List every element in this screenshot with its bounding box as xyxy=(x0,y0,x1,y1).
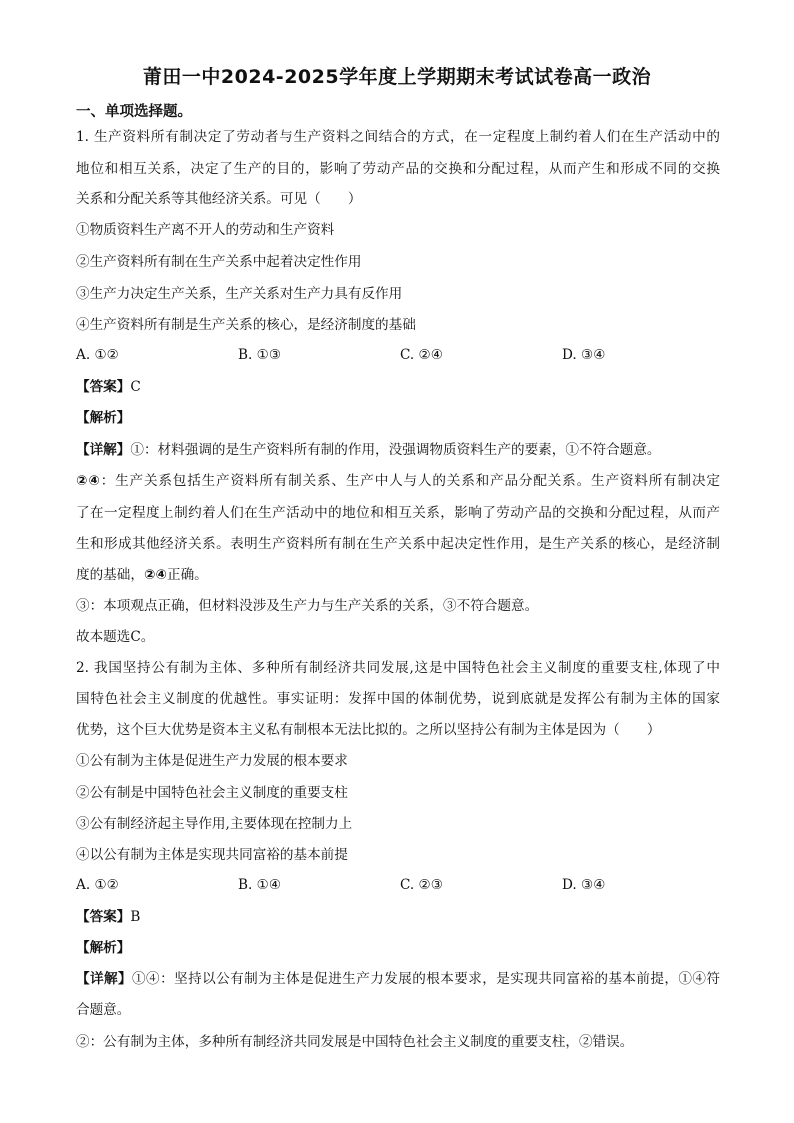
q2-statement: ①公有制为主体是促进生产力发展的根本要求 xyxy=(76,753,348,769)
detail-text: 正确。 xyxy=(167,567,208,583)
q2-option-b: B. ①④ xyxy=(238,877,282,893)
q2-option-a: A. ①② xyxy=(76,877,119,893)
q1-detail-1 xyxy=(76,441,720,459)
detail-text: ：生产关系包括生产资料所有制关系、生产中人与人的关系和产品分配关系。生产资料所有制决定 xyxy=(100,473,720,489)
q1-statement: ②生产资料所有制在生产关系中起着决定性作用 xyxy=(76,254,362,270)
q1-detail-2-line: 生和形成其他经济关系。表明生产资料所有制在生产关系中起决定性作用，是生产关系的核心，是经济制 xyxy=(76,536,720,552)
section-heading: 一、单项选择题。 xyxy=(76,104,192,120)
q1-option-d: D. ③④ xyxy=(562,347,606,363)
q1-stem-line: 关系和分配关系等其他经济关系。可见（ ） xyxy=(76,191,362,207)
q1-stem-line: 1. 生产资料所有制决定了劳动者与生产资料之间结合的方式，在一定程度上制约着人们在生产活动中的 xyxy=(76,129,720,145)
detail-label: 【详解】 xyxy=(76,971,133,987)
answer-value: B xyxy=(130,909,141,925)
answer-value: C xyxy=(130,379,141,395)
q1-statement: ④生产资料所有制是生产关系的核心，是经济制度的基础 xyxy=(76,317,416,333)
q2-stem-line: 优势，这个巨大优势是资本主义私有制根本无法比拟的。之所以坚持公有制为主体是因为（ ） xyxy=(76,722,661,738)
detail-lead: ②④ xyxy=(76,473,101,489)
q2-statement: ④以公有制为主体是实现共同富裕的基本前提 xyxy=(76,847,348,863)
q1-detail-2-line: 了在一定程度上制约着人们在生产活动中的地位和相互关系，影响了劳动产品的交换和分配过程，从而产 xyxy=(76,505,720,521)
q1-option-c: C. ②④ xyxy=(400,347,443,363)
q1-option-b: B. ①③ xyxy=(238,347,282,363)
q2-detail-1-line: 合题意。 xyxy=(76,1002,131,1018)
q1-detail-2-line xyxy=(76,566,720,584)
detail-text: 度的基础， xyxy=(76,567,144,583)
q1-analysis-label: 【解析】 xyxy=(76,410,131,426)
q1-detail-2-line xyxy=(76,472,720,490)
q1-detail-3: ③：本项观点正确，但材料没涉及生产力与生产关系的关系，③不符合题意。 xyxy=(76,598,539,614)
q2-answer xyxy=(76,908,720,926)
q2-stem-line: 2. 我国坚持公有制为主体、多种所有制经济共同发展,这是中国特色社会主义制度的重要支柱,体现了中 xyxy=(76,660,720,676)
q2-option-c: C. ②③ xyxy=(400,877,443,893)
q2-detail-1-line xyxy=(76,970,720,988)
q2-analysis-label: 【解析】 xyxy=(76,940,131,956)
q2-stem-line: 国特色社会主义制度的优越性。事实证明：发挥中国的体制优势，说到底就是发挥公有制为主体的国家 xyxy=(76,691,720,707)
q2-detail-2: ②：公有制为主体，多种所有制经济共同发展是中国特色社会主义制度的重要支柱，②错误。 xyxy=(76,1034,634,1050)
q1-statement: ③生产力决定生产关系，生产关系对生产力具有反作用 xyxy=(76,286,403,302)
detail-label: 【详解】 xyxy=(76,442,131,458)
q1-option-a: A. ①② xyxy=(76,347,119,363)
page-title: 莆田一中2024-2025学年度上学期期末考试试卷高一政治 xyxy=(142,66,652,88)
answer-label: 【答案】 xyxy=(76,909,131,925)
q1-conclusion: 故本题选C。 xyxy=(76,629,155,645)
detail-text: ①：材料强调的是生产资料所有制的作用，没强调物质资料生产的要素，①不符合题意。 xyxy=(130,442,661,458)
q2-statement: ③公有制经济起主导作用,主要体现在控制力上 xyxy=(76,816,353,832)
detail-emphasis: ②④ xyxy=(143,567,167,583)
q1-stem-line: 地位和相互关系，决定了生产的目的，影响了劳动产品的交换和分配过程，从而产生和形成不同的交换 xyxy=(76,161,720,177)
q1-statement: ①物质资料生产离不开人的劳动和生产资料 xyxy=(76,222,335,238)
answer-label: 【答案】 xyxy=(76,379,131,395)
q2-statement: ②公有制是中国特色社会主义制度的重要支柱 xyxy=(76,785,348,801)
q1-answer xyxy=(76,378,720,396)
detail-text: ①④：坚持以公有制为主体是促进生产力发展的根本要求，是实现共同富裕的基本前提，①④符 xyxy=(132,971,721,987)
q2-option-d: D. ③④ xyxy=(562,877,606,893)
